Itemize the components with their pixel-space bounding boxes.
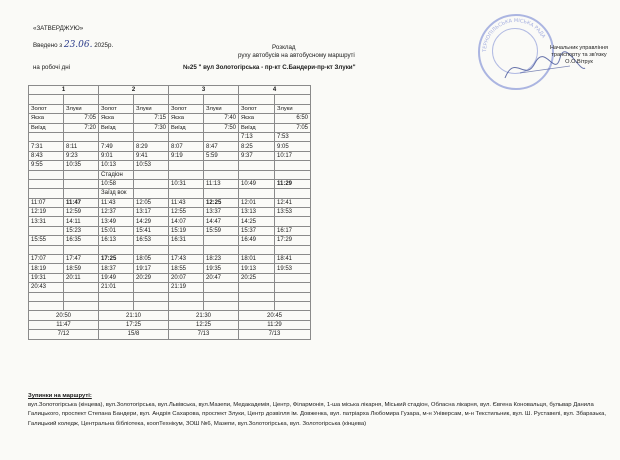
time-cell	[239, 170, 275, 179]
table-row	[29, 264, 311, 273]
summary-cell: 7/13	[239, 330, 311, 339]
entered-date: 23.06.	[63, 40, 93, 50]
table-row	[29, 208, 311, 217]
time-cell: 12:25	[204, 198, 239, 207]
time-cell	[239, 245, 275, 254]
timetable	[28, 85, 311, 340]
sub-header: Золот	[99, 104, 134, 113]
time-cell	[169, 301, 204, 310]
route-name: №25 " вул Золотогірська - пр-кт С.Бандери-пр-кт Злуки"	[183, 64, 356, 71]
time-cell	[169, 132, 204, 141]
time-cell: 15:37	[239, 226, 275, 235]
entered-year: 2025р.	[94, 42, 114, 49]
time-cell: 11:07	[29, 198, 64, 207]
table-row	[29, 142, 311, 151]
time-cell: 17:25	[99, 255, 134, 264]
summary-cell: 15/8	[99, 330, 169, 339]
summary-cell: 11:47	[29, 320, 99, 329]
exit-time: 7:05	[275, 123, 311, 132]
exit-label: Виїзд	[239, 123, 275, 132]
table-row	[29, 245, 311, 254]
time-cell: 20:47	[204, 273, 239, 282]
time-cell	[275, 273, 311, 282]
time-cell: 16:13	[99, 236, 134, 245]
time-cell: 20:07	[169, 273, 204, 282]
time-cell: 18:41	[275, 255, 311, 264]
table-row	[29, 161, 311, 170]
time-cell: 12:41	[275, 198, 311, 207]
time-cell	[99, 245, 134, 254]
time-cell	[275, 170, 311, 179]
time-cell: 19:53	[275, 264, 311, 273]
exit-row	[29, 123, 311, 132]
time-cell	[204, 170, 239, 179]
time-cell: 17:47	[64, 255, 99, 264]
time-cell	[169, 161, 204, 170]
time-cell: 19:35	[204, 264, 239, 273]
time-cell: 10:53	[134, 161, 169, 170]
time-cell	[169, 245, 204, 254]
sub-header: Злуки	[134, 104, 169, 113]
table-row	[29, 198, 311, 207]
time-cell: 14:11	[64, 217, 99, 226]
time-cell	[64, 283, 99, 292]
time-cell: 18:59	[64, 264, 99, 273]
time-cell	[99, 132, 134, 141]
time-cell: 7:31	[29, 142, 64, 151]
summary-cell: 20:45	[239, 311, 311, 320]
time-cell: 19:31	[29, 273, 64, 282]
yard-row	[29, 114, 311, 123]
time-cell: 8:29	[134, 142, 169, 151]
time-cell	[29, 179, 64, 188]
time-cell: Заїзд вок	[99, 189, 134, 198]
time-cell	[134, 245, 169, 254]
time-cell	[64, 179, 99, 188]
time-cell: 9:01	[99, 151, 134, 160]
time-cell	[275, 161, 311, 170]
entered-date-line	[33, 42, 113, 49]
time-cell: 10:17	[275, 151, 311, 160]
exit-time: 7:50	[204, 123, 239, 132]
time-cell: 16:53	[134, 236, 169, 245]
time-cell	[169, 292, 204, 301]
yard-label: Яєка	[239, 114, 275, 123]
time-cell: 20:43	[29, 283, 64, 292]
table-row	[29, 283, 311, 292]
time-cell	[64, 301, 99, 310]
summary-cell: 11:29	[239, 320, 311, 329]
approval-block	[540, 45, 618, 66]
time-cell: 10:58	[99, 179, 134, 188]
time-cell: 14:07	[169, 217, 204, 226]
entered-prefix: Введено з	[33, 42, 63, 49]
time-cell	[64, 170, 99, 179]
summary-row	[29, 320, 311, 329]
time-cell: 19:13	[239, 264, 275, 273]
time-cell	[134, 179, 169, 188]
time-cell: 8:07	[169, 142, 204, 151]
time-cell	[134, 170, 169, 179]
table-row	[29, 292, 311, 301]
time-cell	[29, 292, 64, 301]
time-cell	[239, 189, 275, 198]
time-cell: 13:37	[204, 208, 239, 217]
time-cell	[275, 292, 311, 301]
time-cell	[239, 301, 275, 310]
time-cell: 20:11	[64, 273, 99, 282]
time-cell: 17:29	[275, 236, 311, 245]
time-cell: 9:55	[29, 161, 64, 170]
time-cell: 7:13	[239, 132, 275, 141]
time-cell: 21:19	[169, 283, 204, 292]
spacer-row	[29, 95, 311, 104]
exit-time: 7:30	[134, 123, 169, 132]
time-cell: 16:31	[169, 236, 204, 245]
time-cell: 14:29	[134, 217, 169, 226]
time-cell	[99, 301, 134, 310]
time-cell: 19:17	[134, 264, 169, 273]
yard-label: Яєка	[169, 114, 204, 123]
time-cell	[204, 236, 239, 245]
sub-header: Золот	[239, 104, 275, 113]
time-cell	[204, 245, 239, 254]
yard-time: 6:50	[275, 114, 311, 123]
stops-section	[28, 392, 613, 429]
time-cell: 15:59	[204, 226, 239, 235]
time-cell	[275, 301, 311, 310]
exit-label: Виїзд	[99, 123, 134, 132]
summary-cell: 20:50	[29, 311, 99, 320]
time-cell: 16:35	[64, 236, 99, 245]
column-header: 4	[239, 86, 311, 95]
time-cell: 21:01	[99, 283, 134, 292]
time-cell	[29, 226, 64, 235]
time-cell	[29, 170, 64, 179]
table-row	[29, 226, 311, 235]
time-cell: 14:47	[204, 217, 239, 226]
table-row	[29, 301, 311, 310]
stops-list: вул.Золотогірська (кінцева), вул.Золотогірська, вул.Львівська, вул.Мазепи, Медакадемія, Центр, Філармонія, 1-ша міська лікарня, Міський стадіон, Обласна лікарня, вул. Євгена Коновальця, бульвар Данила Галицького, проспект Степана Бандери, вул. Андрія Сахарова, проспект Злуки, Центр дозвілля ім. Довженка, вул. патріарха Любомира Гузара, м-н Універсам, м-н Текстильник, вул. Ш. Руставелі, вул. Збаразька, Галицький коледж, Центральна бібліотека, коопТехнікум, ЗОШ №6, Мазепи, вул.Золотогірська, вул. Золотогірська (кінцева)	[28, 402, 607, 427]
time-cell	[64, 189, 99, 198]
table-row	[29, 179, 311, 188]
summary-cell: 21:30	[169, 311, 239, 320]
exit-label: Виїзд	[169, 123, 204, 132]
time-cell: 14:25	[239, 217, 275, 226]
summary-row	[29, 330, 311, 339]
time-cell	[275, 283, 311, 292]
table-row	[29, 189, 311, 198]
time-cell	[29, 189, 64, 198]
time-cell: 15:19	[169, 226, 204, 235]
time-cell: 18:23	[204, 255, 239, 264]
time-cell	[64, 132, 99, 141]
time-cell: 9:05	[275, 142, 311, 151]
stops-title: Зупинки на маршруті:	[28, 393, 92, 399]
sub-header: Злуки	[64, 104, 99, 113]
yard-label: Яєка	[99, 114, 134, 123]
time-cell: 12:37	[99, 208, 134, 217]
time-cell	[29, 301, 64, 310]
column-header: 3	[169, 86, 239, 95]
time-cell: 11:29	[275, 179, 311, 188]
time-cell: 12:19	[29, 208, 64, 217]
summary-cell: 12:25	[169, 320, 239, 329]
time-cell	[204, 132, 239, 141]
time-cell: 16:17	[275, 226, 311, 235]
time-cell	[275, 217, 311, 226]
time-cell	[204, 292, 239, 301]
column-header-row	[29, 86, 311, 95]
column-header: 2	[99, 86, 169, 95]
time-cell	[134, 292, 169, 301]
time-cell: 13:31	[29, 217, 64, 226]
time-cell: 18:19	[29, 264, 64, 273]
column-header: 1	[29, 86, 99, 95]
time-cell: 10:35	[64, 161, 99, 170]
time-cell	[99, 292, 134, 301]
exit-time: 7:20	[64, 123, 99, 132]
time-cell: 8:11	[64, 142, 99, 151]
table-row	[29, 273, 311, 282]
time-cell: 11:43	[99, 198, 134, 207]
time-cell: 15:55	[29, 236, 64, 245]
time-cell: 19:49	[99, 273, 134, 282]
time-cell	[239, 161, 275, 170]
timetable-body	[29, 132, 311, 310]
schedule-title: Розклад	[272, 44, 296, 51]
time-cell: 9:41	[134, 151, 169, 160]
time-cell	[239, 283, 275, 292]
time-cell: 15:01	[99, 226, 134, 235]
summary-cell: 7/12	[29, 330, 99, 339]
time-cell: 9:37	[239, 151, 275, 160]
time-cell	[134, 132, 169, 141]
time-cell: 7:53	[275, 132, 311, 141]
time-cell	[134, 189, 169, 198]
time-cell: 13:13	[239, 208, 275, 217]
time-cell	[204, 189, 239, 198]
approval-line1: Начальник управління	[549, 45, 609, 51]
time-cell: 10:49	[239, 179, 275, 188]
time-cell: 16:49	[239, 236, 275, 245]
summary-cell: 21:10	[99, 311, 169, 320]
time-cell	[29, 245, 64, 254]
time-cell	[169, 170, 204, 179]
time-cell: 12:01	[239, 198, 275, 207]
time-cell: 5:59	[204, 151, 239, 160]
time-cell	[134, 283, 169, 292]
time-cell: 12:05	[134, 198, 169, 207]
table-row	[29, 132, 311, 141]
table-row	[29, 217, 311, 226]
time-cell	[29, 132, 64, 141]
time-cell: 13:53	[275, 208, 311, 217]
time-cell	[204, 161, 239, 170]
yard-label: Яєка	[29, 114, 64, 123]
yard-time: 7:05	[64, 114, 99, 123]
sub-header: Золот	[29, 104, 64, 113]
table-row	[29, 151, 311, 160]
yard-time: 7:40	[204, 114, 239, 123]
time-cell: 12:55	[169, 208, 204, 217]
timetable-summary	[29, 311, 311, 339]
time-cell: 11:13	[204, 179, 239, 188]
time-cell: 8:25	[239, 142, 275, 151]
schedule-subtitle: руху автобусів на автобусному маршруті	[238, 52, 355, 59]
table-row	[29, 236, 311, 245]
time-cell: 17:43	[169, 255, 204, 264]
table-row	[29, 170, 311, 179]
time-cell: 20:25	[239, 273, 275, 282]
time-cell: 10:13	[99, 161, 134, 170]
time-cell: 8:47	[204, 142, 239, 151]
workdays-label: на робочі дні	[33, 64, 71, 71]
time-cell: 17:07	[29, 255, 64, 264]
time-cell	[204, 283, 239, 292]
time-cell: 11:47	[64, 198, 99, 207]
approval-name: О.О.Вітрук	[565, 59, 593, 65]
approved-label: «ЗАТВЕРДЖУЮ»	[33, 25, 84, 32]
time-cell	[275, 189, 311, 198]
summary-cell: 7/13	[169, 330, 239, 339]
sub-header: Злуки	[204, 104, 239, 113]
time-cell	[169, 189, 204, 198]
time-cell: 8:43	[29, 151, 64, 160]
time-cell: 9:19	[169, 151, 204, 160]
time-cell: 11:43	[169, 198, 204, 207]
time-cell	[239, 292, 275, 301]
time-cell	[64, 292, 99, 301]
time-cell: 20:29	[134, 273, 169, 282]
time-cell: 18:05	[134, 255, 169, 264]
time-cell: 9:23	[64, 151, 99, 160]
time-cell	[134, 301, 169, 310]
time-cell: 18:37	[99, 264, 134, 273]
exit-label: Виїзд	[29, 123, 64, 132]
time-cell	[275, 245, 311, 254]
time-cell: 15:41	[134, 226, 169, 235]
time-cell: 18:55	[169, 264, 204, 273]
time-cell: 13:17	[134, 208, 169, 217]
sub-header: Золот	[169, 104, 204, 113]
time-cell: Стадіон	[99, 170, 134, 179]
time-cell: 12:59	[64, 208, 99, 217]
time-cell	[64, 245, 99, 254]
time-cell: 13:49	[99, 217, 134, 226]
time-cell: 15:23	[64, 226, 99, 235]
summary-row	[29, 311, 311, 320]
approval-line2: транспорту та зв'язку	[551, 52, 607, 58]
summary-cell: 17:25	[99, 320, 169, 329]
yard-time: 7:15	[134, 114, 169, 123]
stamp-text: ТЕРНОПІЛЬСЬКА МІСЬКА РАДА	[481, 17, 547, 53]
sub-header: Злуки	[275, 104, 311, 113]
table-row	[29, 255, 311, 264]
time-cell: 10:31	[169, 179, 204, 188]
time-cell: 7:49	[99, 142, 134, 151]
time-cell	[204, 301, 239, 310]
sub-header-row	[29, 104, 311, 113]
time-cell: 18:01	[239, 255, 275, 264]
